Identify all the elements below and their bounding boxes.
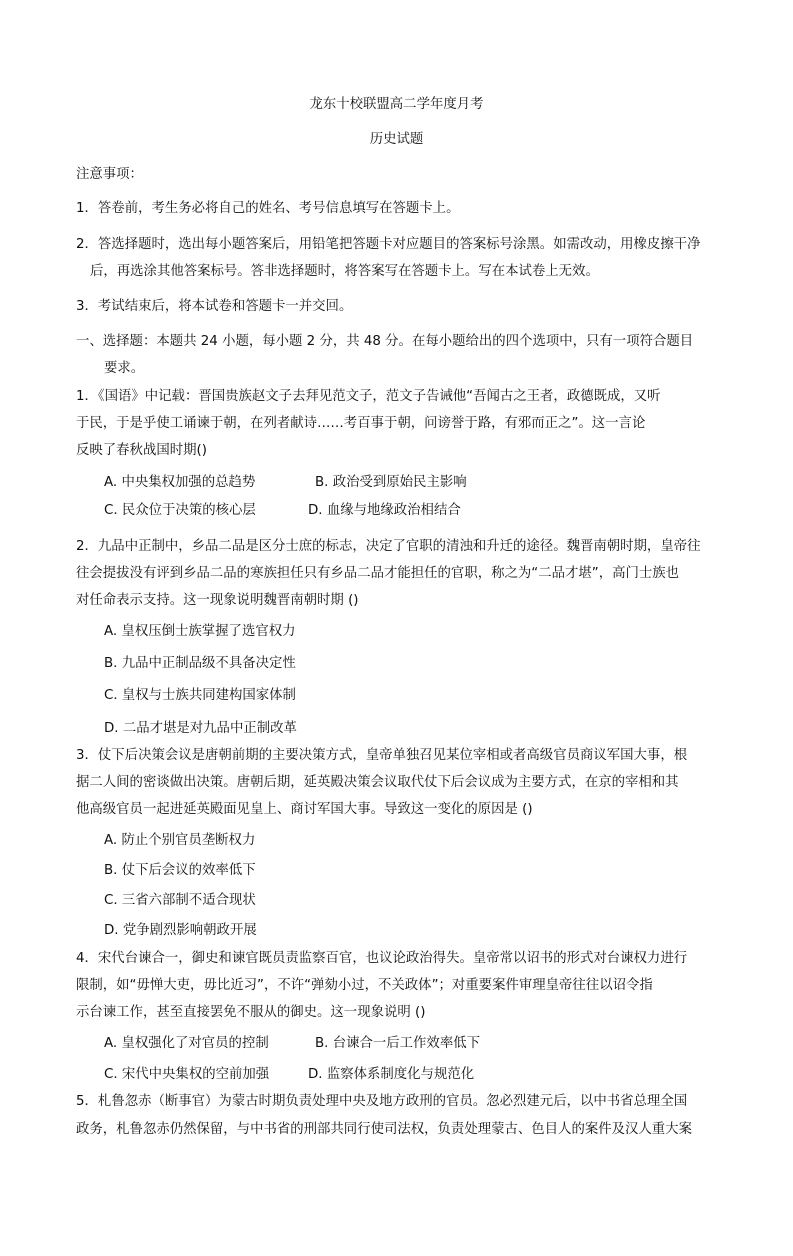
notice-item: 3．考试结束后，将本试卷和答题卡一并交回。 — [76, 299, 353, 314]
notice-item: 1．答卷前，考生务必将自己的姓名、考号信息填写在答题卡上。 — [76, 201, 460, 216]
question-4-option-c: C. 宋代中央集权的空前加强 — [104, 1067, 270, 1082]
question-1-text: 1．《国语》中记载：晋国贵族赵文子去拜见范文子，范文子告诫他“吾闻古之王者，政德既成，又听 — [76, 389, 661, 404]
question-1-option-a: A. 中央集权加强的总趋势 — [104, 475, 256, 490]
question-3-option-d: D. 党争剧烈影响朝政开展 — [104, 923, 257, 938]
question-3-text: 据二人间的密谈做出决策。唐朝后期，延英殿决策会议取代仗下后会议成为主要方式，在京的宰相和其 — [76, 775, 679, 790]
question-2-text: 往会提拔没有评到乡品二品的寒族担任只有乡品二品才能担任的官职，称之为“二品才堪”，高门士族也 — [76, 566, 680, 581]
question-4-text: 4．宋代台谏合一，御史和谏官既员责监察百官，也议论政治得失。皇帝常以诏书的形式对台谏权力进行 — [76, 951, 688, 966]
question-4-option-b: B. 台谏合一后工作效率低下 — [315, 1036, 480, 1051]
question-4-option-d: D. 监察体系制度化与规范化 — [308, 1067, 475, 1082]
question-1-option-b: B. 政治受到原始民主影响 — [315, 475, 467, 490]
question-2-option-b: B. 九品中正制品级不具备决定性 — [104, 656, 296, 671]
page-subtitle: 历史试题 — [369, 132, 424, 147]
question-2-option-c: C. 皇权与士族共同建构国家体制 — [104, 688, 296, 703]
question-1-option-c: C. 民众位于决策的核心层 — [104, 503, 256, 518]
question-2-option-d: D. 二品才堪是对九品中正制改革 — [104, 721, 297, 736]
question-4-text: 限制，如“毋惮大吏，毋比近习”，不许“弹劾小过，不关政体”；对重要案件审理皇帝往往以诏令指 — [76, 978, 653, 993]
notice-item: 2．答选择题时，选出每小题答案后，用铅笔把答题卡对应题目的答案标号涂黑。如需改动，用橡皮擦干净 — [76, 237, 701, 252]
question-3-option-c: C. 三省六部制不适合现状 — [104, 893, 256, 908]
question-2-option-a: A. 皇权压倒士族掌握了选官权力 — [104, 624, 296, 639]
question-2-text: 2．九品中正制中，乡品二品是区分士庶的标志，决定了官职的清浊和升迁的途径。魏晋南朝时期，皇帝往 — [76, 539, 701, 554]
section-heading-continued: 要求。 — [104, 361, 145, 376]
question-3-text: 3．仗下后决策会议是唐朝前期的主要决策方式，皇帝单独召见某位宰相或者高级官员商议军国大事，根 — [76, 748, 688, 763]
question-3-option-b: B. 仗下后会议的效率低下 — [104, 863, 256, 878]
question-1-text: 反映了春秋战国时期() — [76, 443, 207, 458]
question-5-text: 政务，札鲁忽赤仍然保留，与中书省的刑部共同行使司法权，负责处理蒙古、色目人的案件及汉人重大案 — [76, 1122, 692, 1137]
question-1-option-d: D. 血缘与地缘政治相结合 — [308, 503, 461, 518]
page-title: 龙东十校联盟高二学年度月考 — [309, 97, 484, 112]
notice-item-continued: 后，再选涂其他答案标号。答非选择题时，将答案写在答题卡上。写在本试卷上无效。 — [90, 264, 599, 279]
question-4-text: 示台谏工作，甚至直接罢免不服从的御史。这一现象说明 () — [76, 1005, 426, 1020]
section-heading: 一、选择题：本题共 24 小题，每小题 2 分，共 48 分。在每小题给出的四个选项中，只有一项符合题目 — [76, 334, 694, 349]
question-2-text: 对任命表示支持。这一现象说明魏晋南朝时期 () — [76, 593, 359, 608]
question-1-text: 于民，于是乎使工诵谏于朝，在列者献诗……考百事于朝，问谤誉于路，有邪而正之”。这一言论 — [76, 416, 646, 431]
question-3-text: 他高级官员一起进延英殿面见皇上、商讨军国大事。导致这一变化的原因是 () — [76, 802, 533, 817]
question-5-text: 5．札鲁忽赤（断事官）为蒙古时期负责处理中央及地方政刑的官员。忽必烈建元后，以中书省总理全国 — [76, 1094, 688, 1109]
notice-heading: 注意事项： — [76, 167, 143, 182]
question-4-option-a: A. 皇权强化了对官员的控制 — [104, 1036, 269, 1051]
question-3-option-a: A. 防止个别官员垄断权力 — [104, 833, 256, 848]
